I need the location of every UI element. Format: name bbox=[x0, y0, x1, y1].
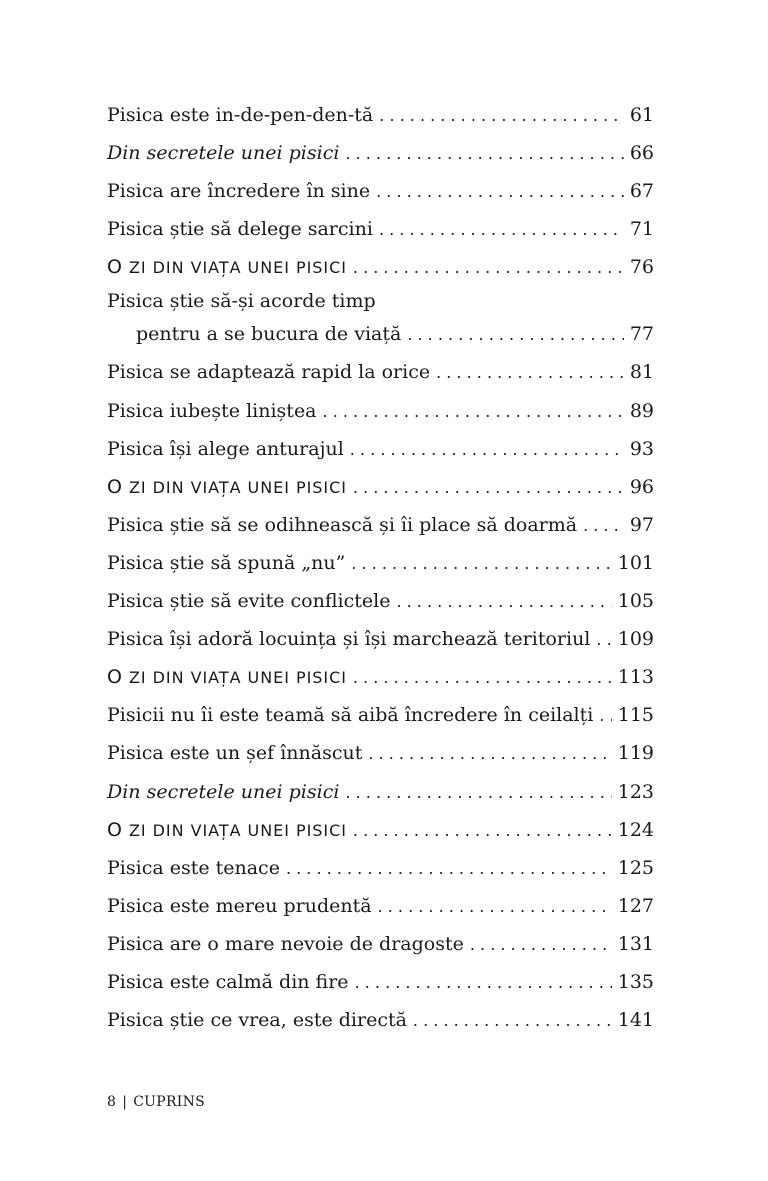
toc-entry bbox=[107, 353, 654, 391]
toc-entry-page: 125 bbox=[617, 856, 654, 879]
toc-entry-page: 71 bbox=[629, 218, 654, 241]
toc-entry-title: Pisica se adaptează rapid la orice bbox=[107, 361, 431, 384]
toc-entry-title: Pisica are o mare nevoie de dragoste bbox=[107, 932, 464, 955]
toc-entry-page: 96 bbox=[629, 475, 654, 498]
toc-entry-title: Pisica știe ce vrea, este directă bbox=[107, 1009, 407, 1032]
dot-leader bbox=[407, 316, 623, 353]
toc-entry-page: 101 bbox=[617, 551, 654, 574]
toc-entry-title: O ZI DIN VIAȚA UNEI PISICI bbox=[107, 256, 347, 279]
dot-leader bbox=[378, 888, 612, 926]
dot-leader bbox=[379, 97, 624, 135]
toc-entry-title: Pisica este tenace bbox=[107, 856, 280, 879]
toc-entry bbox=[107, 734, 654, 772]
toc-entry-title: O ZI DIN VIAȚA UNEI PISICI bbox=[107, 818, 347, 841]
dot-leader bbox=[596, 621, 611, 659]
dot-leader bbox=[368, 735, 611, 773]
toc-entry-title: Pisica este un șef înnăscut bbox=[107, 742, 363, 765]
toc-entry-page: 67 bbox=[629, 180, 654, 203]
dot-leader bbox=[470, 926, 612, 964]
toc-entry bbox=[107, 210, 654, 248]
toc-entry-title: Pisica își adoră locuința și își marchează teritoriul bbox=[107, 628, 591, 651]
toc-entry bbox=[107, 582, 654, 620]
toc-entry-title: Pisica este in-de-pen-den-tă bbox=[107, 104, 374, 126]
toc-entry-title: Pisica își alege anturajul bbox=[107, 437, 344, 460]
toc-entry-page: 141 bbox=[617, 1009, 654, 1032]
toc-entry bbox=[107, 963, 654, 1001]
toc-entry-title: Pisica este mereu prudentă bbox=[107, 894, 372, 917]
toc-entry-title: pentru a se bucura de viață bbox=[136, 323, 402, 346]
toc-entry-page: 119 bbox=[617, 742, 654, 765]
toc-entry-page: 124 bbox=[617, 818, 654, 841]
toc-entry-title: Pisica are încredere în sine bbox=[107, 180, 371, 203]
toc-entry-title: Din secretele unei pisici bbox=[107, 780, 340, 803]
dot-leader bbox=[353, 469, 624, 507]
toc-entry bbox=[107, 658, 654, 696]
toc-entry-page: 77 bbox=[629, 323, 654, 346]
toc-entry bbox=[107, 849, 654, 887]
dot-leader bbox=[376, 173, 624, 211]
toc-entry-page: 97 bbox=[629, 513, 654, 536]
dot-leader bbox=[351, 545, 611, 583]
dot-leader bbox=[599, 697, 611, 735]
toc-entry-page: 123 bbox=[617, 780, 654, 803]
toc-entry-title: Pisica știe să spună „nu” bbox=[107, 551, 346, 574]
dot-leader bbox=[345, 774, 611, 812]
toc-entry bbox=[107, 468, 654, 506]
toc-entry bbox=[107, 696, 654, 734]
toc-entry-title: Pisica știe să se odihnească și îi place să doarmă bbox=[107, 513, 578, 536]
toc-entry bbox=[107, 248, 654, 286]
toc-entry-page: 93 bbox=[629, 437, 654, 460]
dot-leader bbox=[353, 249, 624, 287]
toc-entry bbox=[107, 1001, 654, 1039]
toc-entry-page: 109 bbox=[617, 628, 654, 651]
toc-entry bbox=[107, 773, 654, 811]
dot-leader bbox=[355, 964, 612, 1002]
toc-entry bbox=[107, 506, 654, 544]
dot-leader bbox=[353, 659, 612, 697]
toc-entry-page: 76 bbox=[629, 256, 654, 279]
dot-leader bbox=[350, 431, 624, 469]
page-footer bbox=[107, 1094, 205, 1110]
dot-leader bbox=[583, 507, 624, 545]
dot-leader bbox=[396, 583, 611, 621]
toc-entry bbox=[107, 96, 654, 134]
footer-separator: | bbox=[122, 1094, 128, 1110]
toc-entry bbox=[107, 620, 654, 658]
toc-entry-page: 61 bbox=[629, 104, 654, 126]
footer-section-title: CUPRINS bbox=[133, 1094, 205, 1110]
toc-entry-title: Pisica este calmă din fire bbox=[107, 970, 349, 993]
dot-leader bbox=[413, 1002, 612, 1040]
toc-entry-title: Pisica iubește liniștea bbox=[107, 399, 317, 422]
toc-entry-title: O ZI DIN VIAȚA UNEI PISICI bbox=[107, 475, 347, 498]
toc-entry-page: 105 bbox=[617, 590, 654, 613]
dot-leader bbox=[345, 135, 623, 173]
toc-entry-title: Pisica știe să-și acorde timp bbox=[107, 290, 376, 313]
toc-entry-page: 135 bbox=[617, 970, 654, 993]
toc-entry bbox=[107, 430, 654, 468]
dot-leader bbox=[323, 393, 624, 431]
toc-entry-page: 89 bbox=[629, 399, 654, 422]
toc-entry bbox=[107, 286, 654, 353]
toc-entry-title: Pisica știe să evite conflictele bbox=[107, 590, 391, 613]
toc-entry-page: 66 bbox=[629, 142, 654, 165]
toc-entry bbox=[107, 134, 654, 172]
toc-entry-page: 115 bbox=[617, 704, 654, 727]
toc-entry-title: O ZI DIN VIAȚA UNEI PISICI bbox=[107, 666, 347, 689]
toc-entry bbox=[107, 887, 654, 925]
toc-entry bbox=[107, 392, 654, 430]
toc-entry bbox=[107, 811, 654, 849]
toc-entry-page: 127 bbox=[617, 894, 654, 917]
dot-leader bbox=[436, 354, 624, 392]
table-of-contents bbox=[107, 96, 654, 1039]
toc-entry-title: Pisicii nu îi este teamă să aibă încredere în ceilalți bbox=[107, 704, 594, 727]
toc-entry bbox=[107, 925, 654, 963]
dot-leader bbox=[379, 211, 624, 249]
dot-leader bbox=[286, 850, 612, 888]
toc-entry-page: 131 bbox=[617, 932, 654, 955]
toc-entry bbox=[107, 544, 654, 582]
toc-entry-title: Din secretele unei pisici bbox=[107, 142, 340, 165]
toc-entry-title: Pisica știe să delege sarcini bbox=[107, 218, 373, 241]
toc-entry-page: 81 bbox=[629, 361, 654, 384]
toc-entry-page: 113 bbox=[617, 666, 654, 689]
footer-page-number: 8 bbox=[107, 1094, 117, 1110]
dot-leader bbox=[353, 812, 612, 850]
toc-entry bbox=[107, 172, 654, 210]
